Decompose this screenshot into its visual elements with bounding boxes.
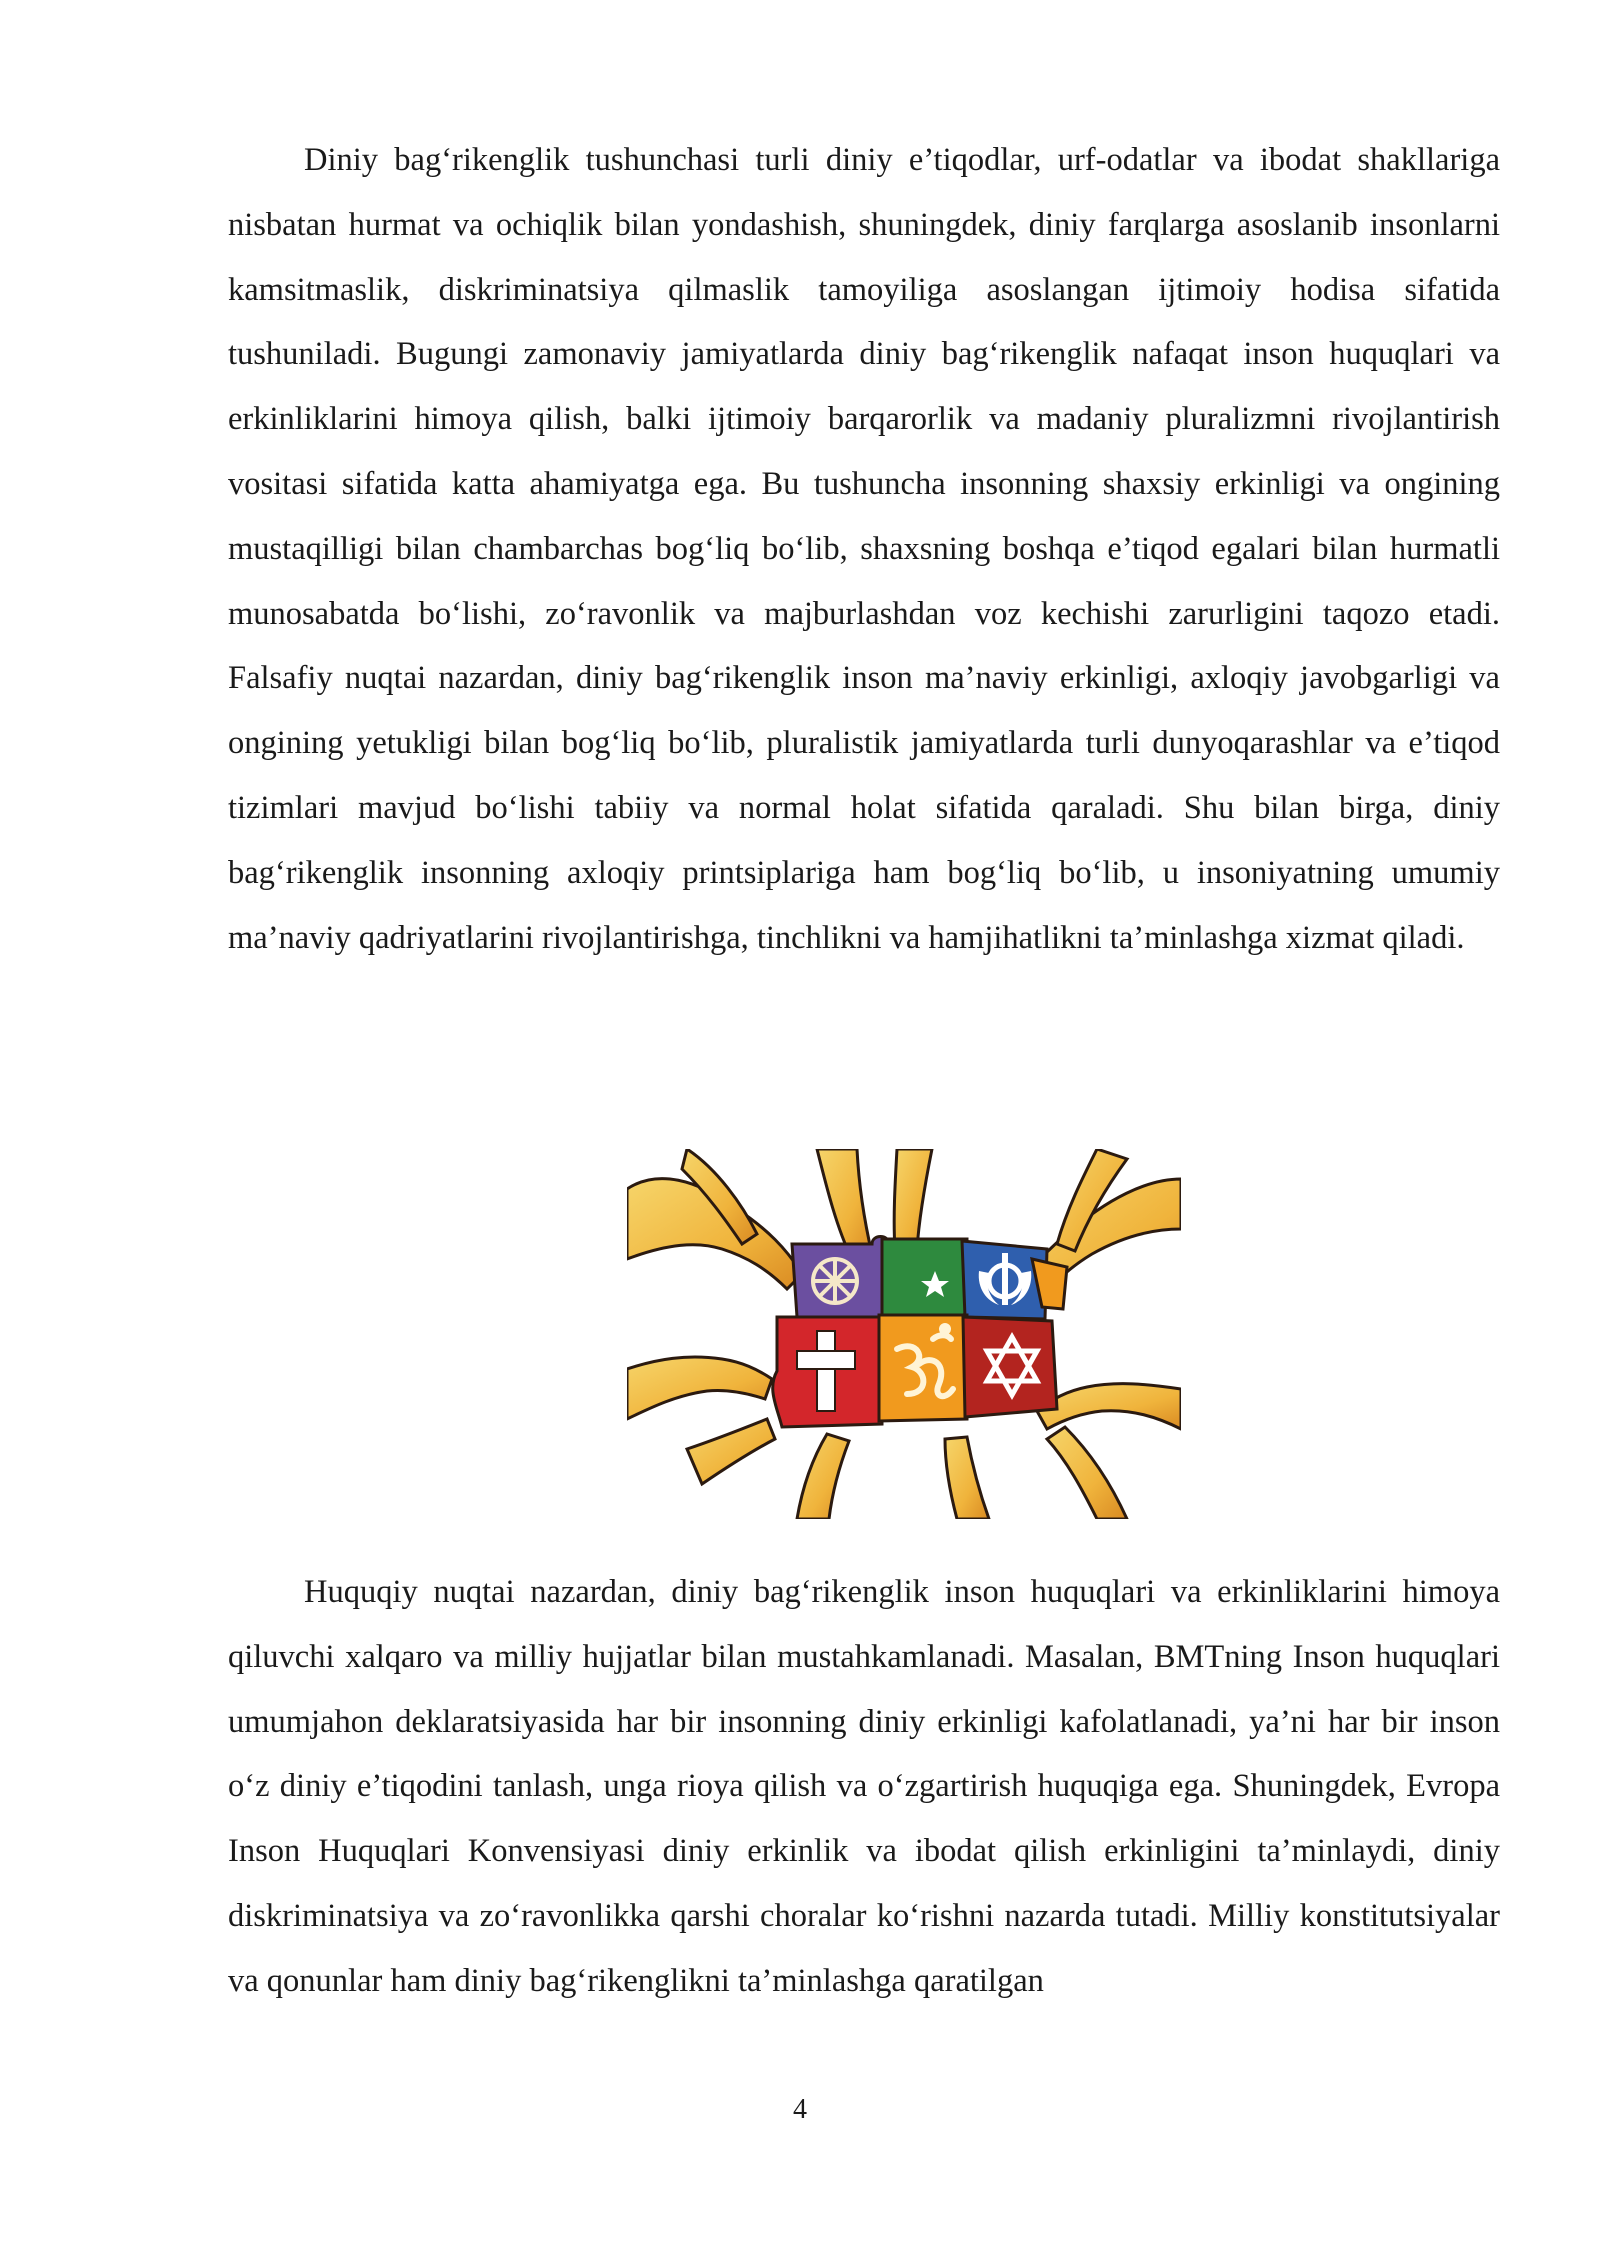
paragraph-legal: Huquqiy nuqtai nazardan, diniy bag‘rikenglik inson huquqlari va erkinliklarini himoya qiluvchi xalqaro va milliy hujjatlar bilan mustahkamlanadi. Masalan, BMTning Inson huquqlari umumjahon deklaratsiyasida har bir insonning diniy erkinligi kafolatlanadi, ya’ni har bir inson o‘z diniy e’tiqodini tanlash, unga rioya qilish va o‘zgartirish huquqiga ega. Shuningdek, Evropa Inson Huquqlari Konvensiyasi diniy erkinlik va ibodat qilish erkinligini ta’minlaydi, diniy diskriminatsiya va zo‘ravonlikka qarshi choralar ko‘rishni nazarda tutadi. Milliy konstitutsiyalar va qonunlar ham diniy bag‘rikenglikni ta’minlashga qaratilgan [228, 1574, 1500, 1999]
paragraph-intro: Diniy bag‘rikenglik tushunchasi turli diniy e’tiqodlar, urf-odatlar va ibodat shakllariga nisbatan hurmat va ochiqlik bilan yondashish, shuningdek, diniy farqlarga asoslanib insonlarni kamsitmaslik, diskriminatsiya qilmaslik tamoyiliga asoslangan ijtimoiy hodisa sifatida tushuniladi. Bugungi zamonaviy jamiyatlarda diniy bag‘rikenglik nafaqat inson huquqlari va erkinliklarini himoya qilish, balki ijtimoiy barqarorlik va madaniy pluralizmni rivojlantirish vositasi sifatida katta ahamiyatga ega. Bu tushuncha insonning shaxsiy erkinligi va ongining mustaqilligi bilan chambarchas bog‘liq bo‘lib, shaxsning boshqa e’tiqod egalari bilan hurmatli munosabatda bo‘lishi, zo‘ravonlik va majburlashdan voz kechishi zarurligini taqozo etadi. Falsafiy nuqtai nazardan, diniy bag‘rikenglik inson ma’naviy erkinligi, axloqiy javobgarligi va ongining yetukligi bilan bog‘liq bo‘lib, pluralistik jamiyatlarda turli dunyoqarashlar va e’tiqod tizimlari mavjud bo‘lishi tabiiy va normal holat sifatida qaraladi. Shu bilan birga, diniy bag‘rikenglik insonning axloqiy printsiplariga ham bog‘liq bo‘lib, u insoniyatning umumiy ma’naviy qadriyatlarini rivojlantirishga, tinchlikni va hamjihatlikni ta’minlashga xizmat qiladi. [228, 142, 1500, 956]
page-number: 4 [793, 2094, 807, 2125]
dharma-wheel-icon [813, 1259, 857, 1303]
religious-tolerance-puzzle-image [627, 1149, 1181, 1519]
